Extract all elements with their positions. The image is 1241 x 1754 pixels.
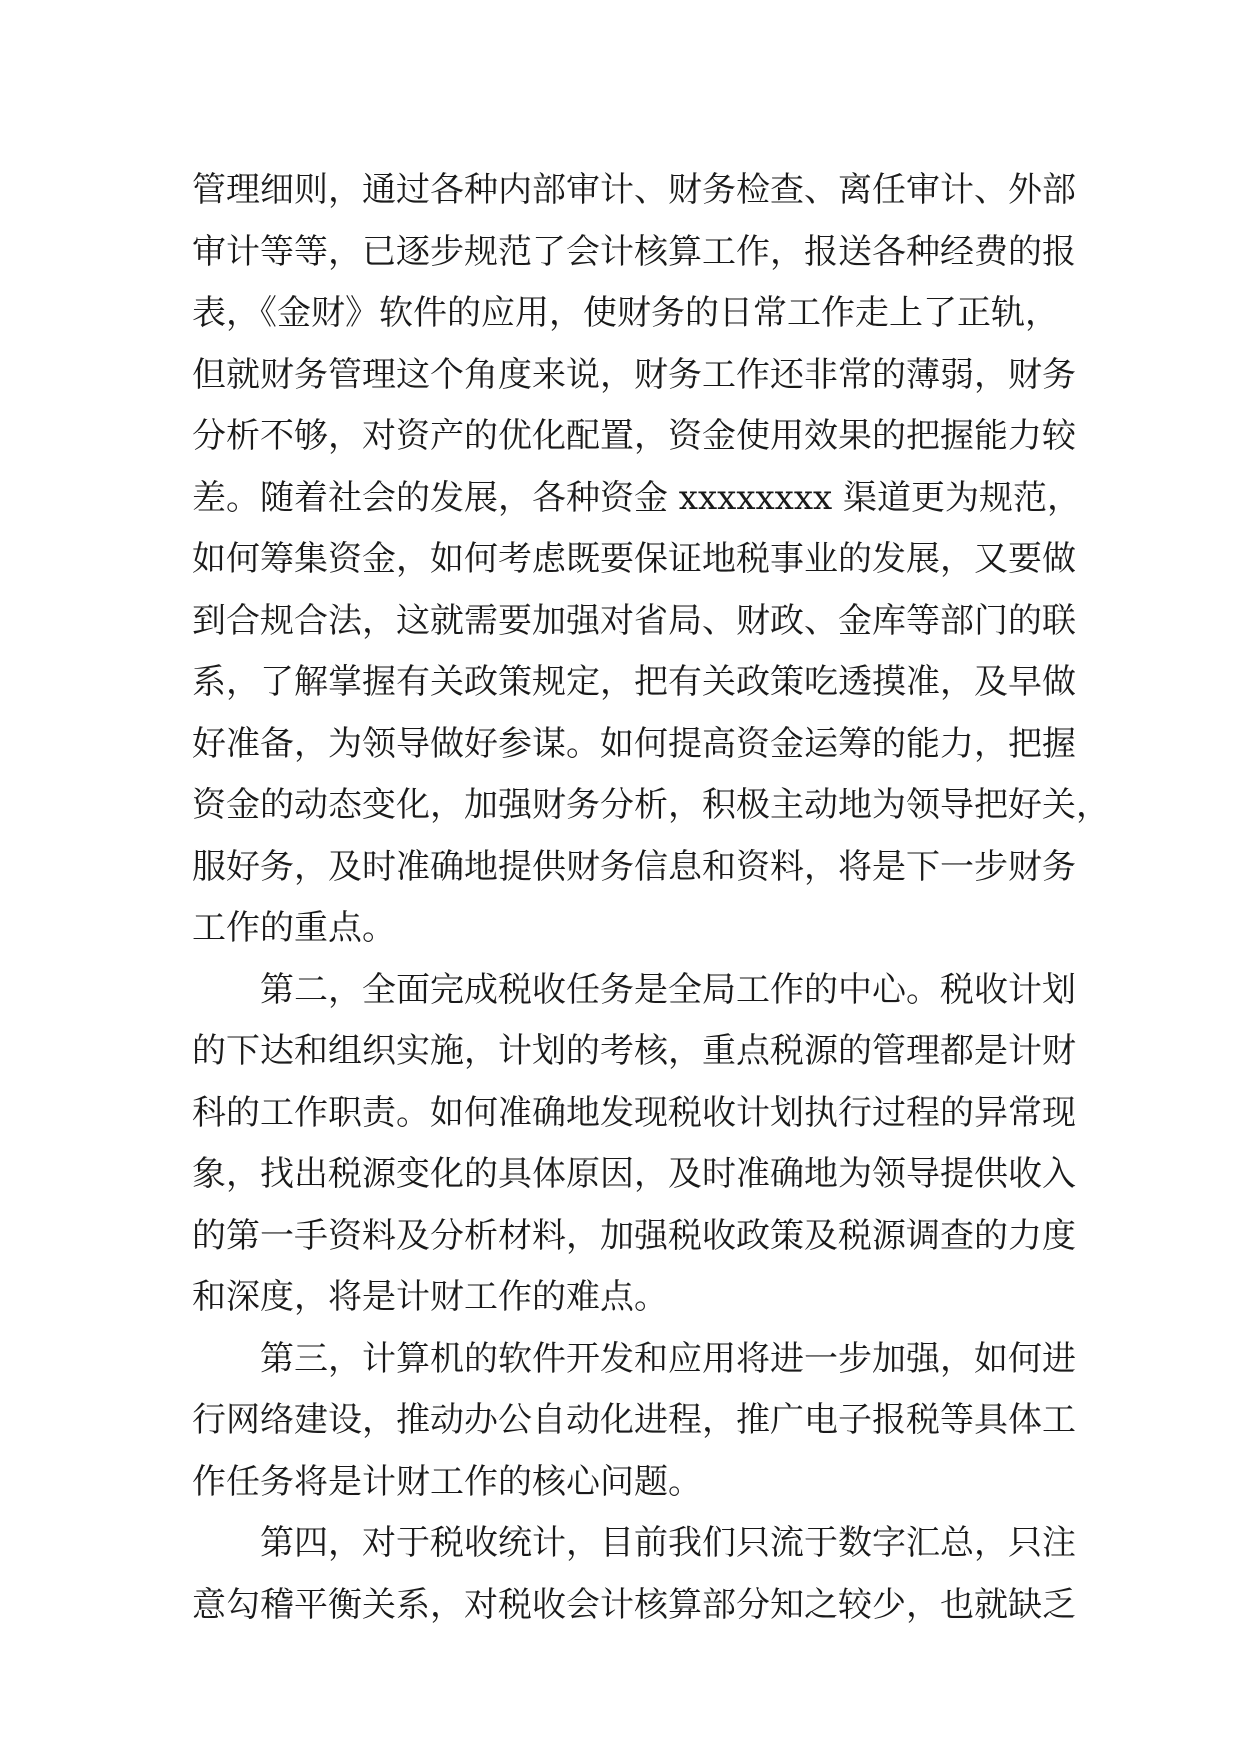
text-line: 好准备，为领导做好参谋。如何提高资金运筹的能力，把握 (192, 723, 1076, 764)
text-line: 第二，全面完成税收任务是全局工作的中心。税收计划 (260, 969, 1076, 1010)
text-line: 第三，计算机的软件开发和应用将进一步加强，如何进 (260, 1338, 1076, 1379)
text-line: 管理细则，通过各种内部审计、财务检查、离任审计、外部 (192, 170, 1076, 210)
text-line: 分析不够，对资产的优化配置，资金使用效果的把握能力较 (192, 416, 1076, 456)
text-line: 表，《金财》软件的应用，使财务的日常工作走上了正轨， (192, 293, 1059, 333)
text-line: 作任务将是计财工作的核心问题。 (192, 1461, 702, 1502)
text-line: 行网络建设，推动办公自动化进程，推广电子报税等具体工 (192, 1400, 1076, 1440)
text-line: 象，找出税源变化的具体原因，及时准确地为领导提供收入 (192, 1154, 1076, 1194)
text-line: 意勾稽平衡关系，对税收会计核算部分知之较少，也就缺乏 (192, 1584, 1076, 1625)
text-line: 工作的重点。 (192, 908, 396, 948)
text-line: 的下达和组织实施，计划的考核，重点税源的管理都是计财 (192, 1031, 1076, 1071)
text-line: 审计等等，已逐步规范了会计核算工作，报送各种经费的报 (192, 231, 1076, 272)
text-line: 和深度，将是计财工作的难点。 (192, 1277, 668, 1317)
text-line: 科的工作职责。如何准确地发现税收计划执行过程的异常现 (192, 1092, 1076, 1133)
text-line: 的第一手资料及分析材料，加强税收政策及税源调查的力度 (192, 1215, 1076, 1256)
text-line: 系，了解掌握有关政策规定，把有关政策吃透摸准，及早做 (192, 662, 1076, 702)
text-line: 第四，对于税收统计，目前我们只流于数字汇总，只注 (260, 1523, 1076, 1563)
text-line: 服好务，及时准确地提供财务信息和资料，将是下一步财务 (192, 846, 1076, 887)
text-line: 如何筹集资金，如何考虑既要保证地税事业的发展，又要做 (192, 539, 1076, 579)
text-line: 资金的动态变化，加强财务分析，积极主动地为领导把好关， (192, 785, 1110, 825)
text-line: 差。随着社会的发展，各种资金 xxxxxxxx 渠道更为规范， (192, 477, 1082, 518)
body-text (192, 160, 1110, 1636)
text-line: 但就财务管理这个角度来说，财务工作还非常的薄弱，财务 (192, 354, 1076, 395)
text-line: 到合规合法，这就需要加强对省局、财政、金库等部门的联 (192, 600, 1076, 641)
